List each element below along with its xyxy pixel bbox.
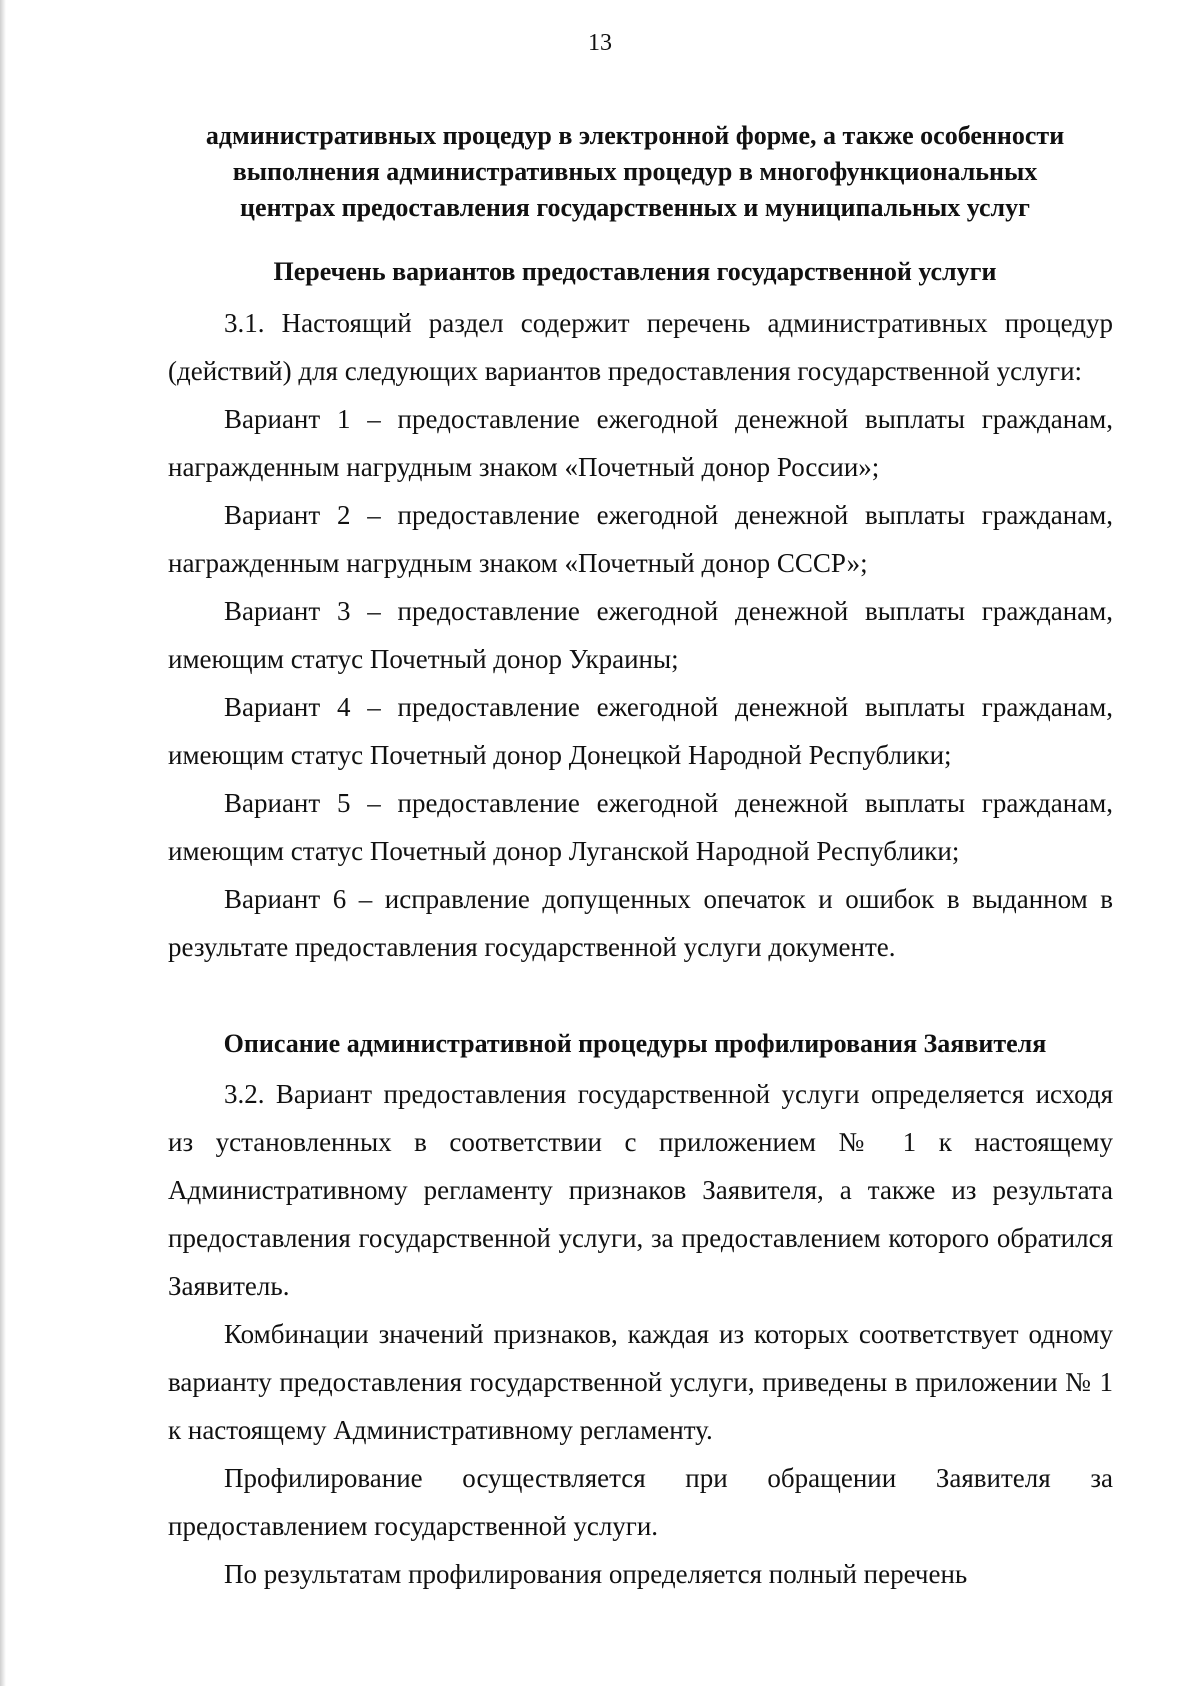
paragraph-variant-2: Вариант 2 – предоставление ежегодной денежной выплаты гражданам, награжденным нагрудным знаком «Почетный донор СССР»; (168, 500, 1113, 578)
scan-edge (0, 0, 6, 1686)
paragraph-variant-6: Вариант 6 – исправление допущенных опечаток и ошибок в выданном в результате предоставления государственной услуги документе. (168, 884, 1113, 962)
paragraph-combinations: Комбинации значений признаков, каждая из которых соответствует одному варианту предоставления государственной услуги, приведены в приложении № 1 к настоящему Административному регламенту. (168, 1319, 1113, 1445)
paragraph-3-1: 3.1. Настоящий раздел содержит перечень административных процедур (действий) для следующих вариантов предоставления государственной услуги: (168, 308, 1113, 386)
subheading-variants: Перечень вариантов предоставления государственной услуги (273, 257, 997, 286)
subheading-profiling: Описание административной процедуры профилирования Заявителя (223, 1029, 1047, 1058)
paragraph-variant-5: Вариант 5 – предоставление ежегодной денежной выплаты гражданам, имеющим статус Почетный донор Луганской Народной Республики; (168, 788, 1113, 866)
section-heading-line: административных процедур в электронной форме, а также особенности (205, 121, 1065, 150)
section-heading-line: центрах предоставления государственных и муниципальных услуг (240, 193, 1030, 222)
paragraph-variant-3: Вариант 3 – предоставление ежегодной денежной выплаты гражданам, имеющим статус Почетный донор Украины; (168, 596, 1113, 674)
paragraph-results: По результатам профилирования определяется полный перечень (224, 1559, 968, 1589)
paragraph-variant-1: Вариант 1 – предоставление ежегодной денежной выплаты гражданам, награжденным нагрудным знаком «Почетный донор России»; (168, 404, 1113, 482)
section-heading-line: выполнения административных процедур в многофункциональных (232, 157, 1038, 186)
page-number: 13 (588, 30, 612, 56)
section-heading (160, 118, 1110, 226)
paragraph-profiling: Профилирование осуществляется при обращении Заявителя за предоставлением государственной услуги. (168, 1463, 1113, 1541)
paragraph-3-2: 3.2. Вариант предоставления государственной услуги определяется исходя из установленных в соответствии с приложением № 1 к настоящему Административному регламенту признаков Заявителя, а также из результата предоставления государственной услуги, за предоставлением которого обратился Заявитель. (168, 1079, 1113, 1301)
paragraph-variant-4: Вариант 4 – предоставление ежегодной денежной выплаты гражданам, имеющим статус Почетный донор Донецкой Народной Республики; (168, 692, 1113, 770)
